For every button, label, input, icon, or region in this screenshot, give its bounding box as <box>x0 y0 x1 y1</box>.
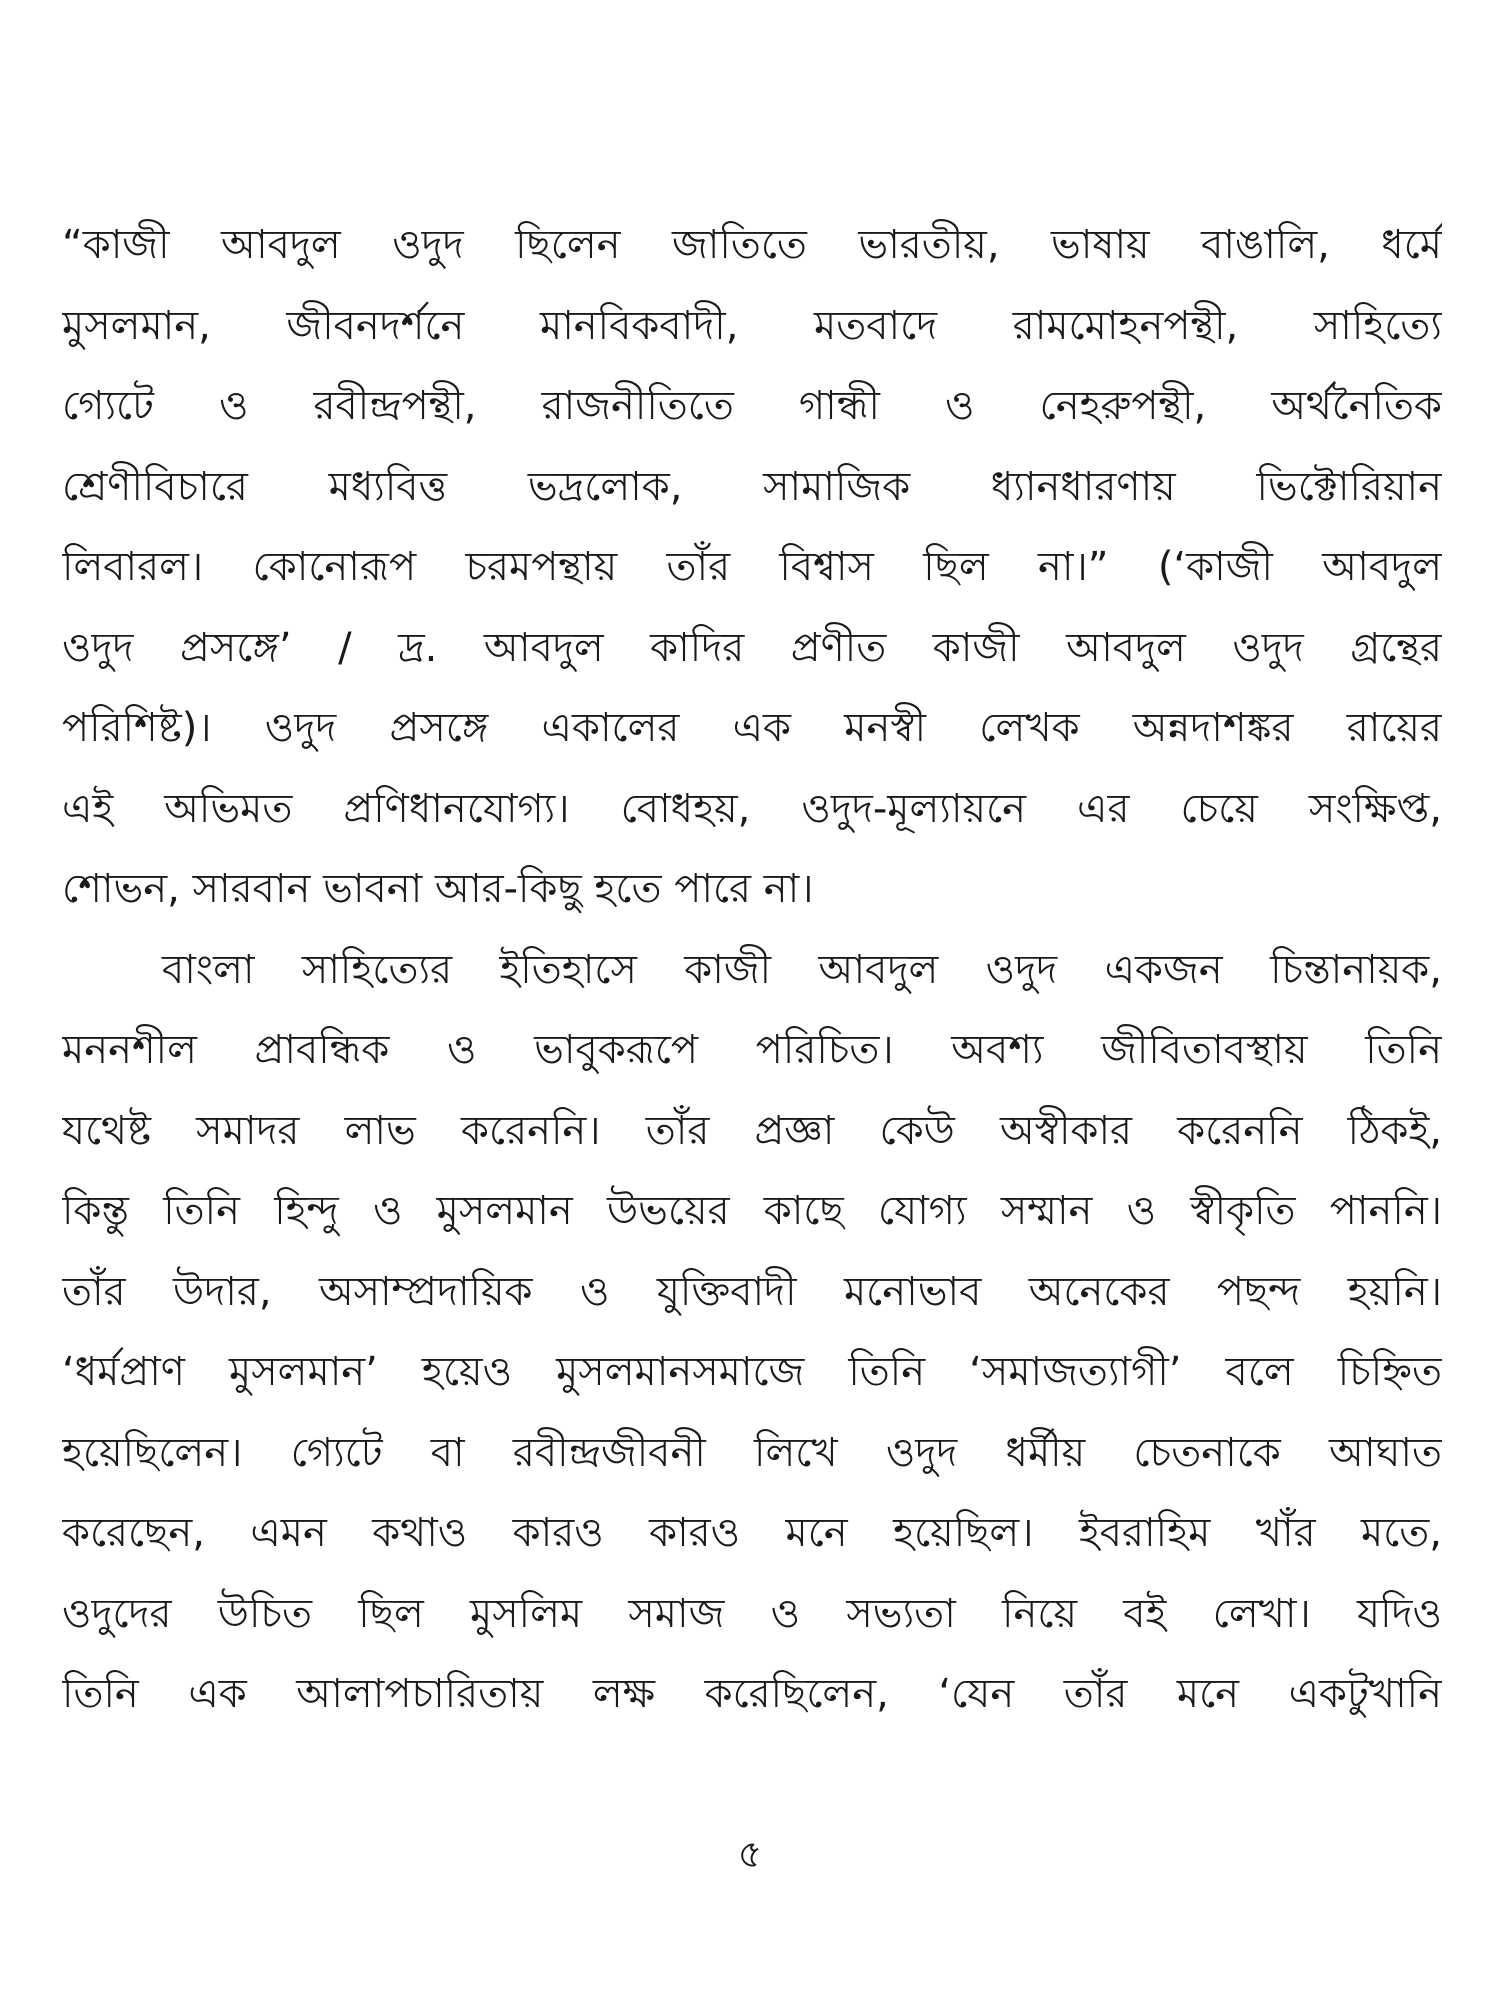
body-text <box>62 205 1442 1735</box>
paragraph-1-line-8: এই অভিমত প্রণিধানযোগ্য। বোধহয়, ওদুদ-মূল্যায়নে এর চেয়ে সংক্ষিপ্ত, <box>62 785 1442 832</box>
paragraph-2-line-9: ওদুদের উচিত ছিল মুসলিম সমাজ ও সভ্যতা নিয়ে বই লেখা। যদিও <box>62 1590 1442 1637</box>
paragraph-2-line-5: তাঁর উদার, অসাম্প্রদায়িক ও যুক্তিবাদী মনোভাব অনেকের পছন্দ হয়নি। <box>62 1268 1442 1315</box>
paragraph-2-line-7: হয়েছিলেন। গ্যেটে বা রবীন্দ্রজীবনী লিখে ওদুদ ধর্মীয় চেতনাকে আঘাত <box>62 1429 1442 1476</box>
paragraph-2-line-8: করেছেন, এমন কথাও কারও কারও মনে হয়েছিল। ইবরাহিম খাঁর মতে, <box>62 1510 1442 1556</box>
page-number: ৫ <box>737 1832 763 1876</box>
paragraph-1-line-3: গ্যেটে ও রবীন্দ্রপন্থী, রাজনীতিতে গান্ধী ও নেহরুপন্থী, অর্থনৈতিক <box>62 383 1442 429</box>
paragraph-2-line-10: তিনি এক আলাপচারিতায় লক্ষ করেছিলেন, ‘যেন তাঁর মনে একটুখানি <box>62 1671 1442 1717</box>
paragraph-1-line-7: পরিশিষ্ট)। ওদুদ প্রসঙ্গে একালের এক মনস্বী লেখক অন্নদাশঙ্কর রায়ের <box>62 705 1442 751</box>
paragraph-1-line-2: মুসলমান, জীবনদর্শনে মানবিকবাদী, মতবাদে রামমোহনপন্থী, সাহিত্যে <box>62 302 1442 349</box>
paragraph-1-line-5: লিবারল। কোনোরূপ চরমপন্থায় তাঁর বিশ্বাস ছিল না।” (‘কাজী আবদুল <box>62 544 1442 590</box>
paragraph-1-line-4: শ্রেণীবিচারে মধ্যবিত্ত ভদ্রলোক, সামাজিক ধ্যানধারণায় ভিক্টোরিয়ান <box>62 463 1442 510</box>
paragraph-2-line-1: বাংলা সাহিত্যের ইতিহাসে কাজী আবদুল ওদুদ একজন চিন্তানায়ক, <box>162 946 1442 993</box>
paragraph-1-line-1: “কাজী আবদুল ওদুদ ছিলেন জাতিতে ভারতীয়, ভাষায় বাঙালি, ধর্মে <box>62 222 1442 268</box>
paragraph-2-line-4: কিন্তু তিনি হিন্দু ও মুসলমান উভয়ের কাছে যোগ্য সম্মান ও স্বীকৃতি পাননি। <box>62 1188 1442 1234</box>
paragraph-1-line-9: শোভন, সারবান ভাবনা আর-কিছু হতে পারে না। <box>62 866 814 912</box>
paragraph-2-line-2: মননশীল প্রাবন্ধিক ও ভাবুকরূপে পরিচিত। অবশ্য জীবিতাবস্থায় তিনি <box>62 1027 1442 1073</box>
paragraph-2-line-3: যথেষ্ট সমাদর লাভ করেননি। তাঁর প্রজ্ঞা কেউ অস্বীকার করেননি ঠিকই, <box>62 1107 1442 1154</box>
paragraph-2-line-6: ‘ধর্মপ্রাণ মুসলমান’ হয়েও মুসলমানসমাজে তিনি ‘সমাজত্যাগী’ বলে চিহ্নিত <box>62 1349 1442 1395</box>
paragraph-1-line-6: ওদুদ প্রসঙ্গে’ / দ্র. আবদুল কাদির প্রণীত কাজী আবদুল ওদুদ গ্রন্থের <box>62 624 1442 671</box>
